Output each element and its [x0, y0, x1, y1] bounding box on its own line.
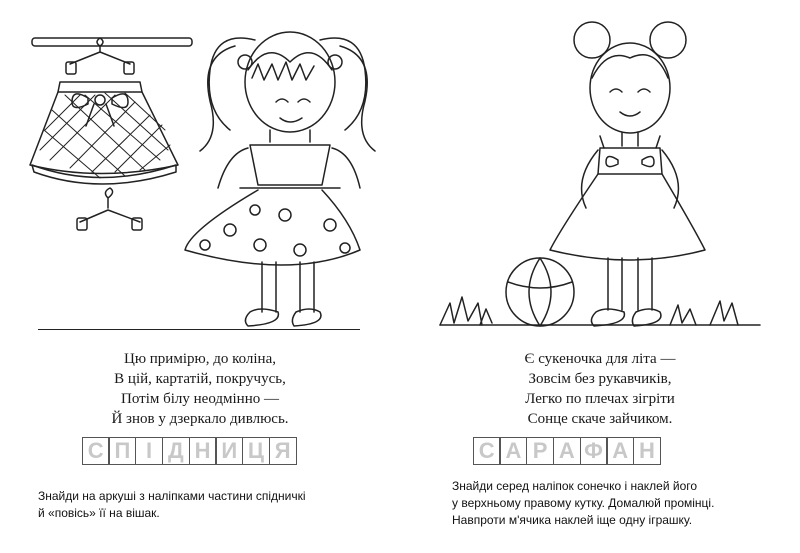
task-line: й «повісь» її на вішак.	[38, 506, 160, 520]
right-word-boxes	[474, 437, 661, 465]
letter-cell: С	[82, 437, 110, 465]
girl-pigtails-illustration	[185, 32, 375, 326]
hanger-icon	[66, 38, 134, 74]
poem-line: Легко по плечах зігріти	[525, 391, 675, 407]
letter-cell: Д	[162, 437, 190, 465]
floor-line	[38, 329, 360, 330]
letter-cell: И	[215, 437, 243, 465]
poem-line: Цю примірю, до коліна,	[123, 351, 276, 367]
poem-line: Сонце скаче зайчиком.	[527, 411, 673, 427]
beach-ball-icon	[506, 258, 574, 326]
girl-sundress-illustration	[550, 22, 705, 326]
letter-cell: Р	[526, 437, 554, 465]
left-word-boxes	[83, 437, 297, 465]
right-task	[452, 478, 714, 529]
letter-cell: І	[135, 437, 163, 465]
poem-line: Є сукеночка для літа —	[524, 351, 676, 367]
poem-line: В цій, картатій, покручусь,	[114, 371, 286, 387]
letter-cell: Ц	[242, 437, 270, 465]
plaid-skirt-illustration	[30, 82, 178, 184]
poem-line: Й знов у дзеркало дивлюсь.	[111, 411, 289, 427]
poem-line: Потім білу неодмінно —	[121, 391, 279, 407]
letter-cell: А	[553, 437, 581, 465]
task-line: Знайди серед наліпок сонечко і наклей його	[452, 479, 698, 493]
poem-line: Зовсім без рукавчиків,	[528, 371, 672, 387]
left-task	[38, 488, 306, 522]
hanger-icon	[77, 188, 142, 230]
letter-cell: Н	[189, 437, 217, 465]
task-line: у верхньому правому кутку. Домалюй промінці.	[452, 496, 715, 510]
letter-cell: А	[606, 437, 634, 465]
letter-cell: Ф	[580, 437, 608, 465]
letter-cell: П	[108, 437, 136, 465]
left-illustration	[0, 0, 400, 340]
letter-cell: Я	[269, 437, 297, 465]
grass-icon	[440, 297, 760, 325]
letter-cell: Н	[633, 437, 661, 465]
task-line: Знайди на аркуші з наліпками частини спідничкі	[38, 489, 306, 503]
left-poem	[0, 349, 400, 429]
letter-cell: А	[499, 437, 527, 465]
right-poem	[400, 349, 800, 429]
right-page	[400, 0, 800, 553]
hanger-rail-icon	[32, 38, 192, 46]
right-illustration	[400, 0, 800, 345]
letter-cell: С	[473, 437, 501, 465]
task-line: Навпроти м'ячика наклей іще одну іграшку.	[452, 513, 693, 527]
